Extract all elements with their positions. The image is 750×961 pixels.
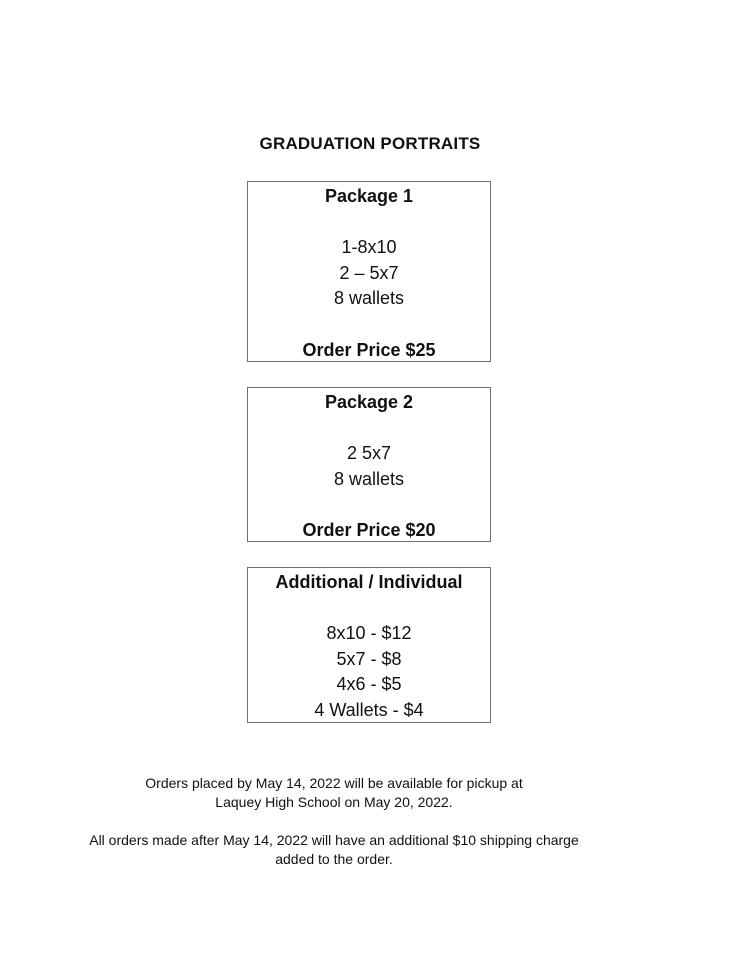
additional-individual-box bbox=[247, 567, 491, 723]
price-item: 4x6 - $5 bbox=[336, 674, 402, 695]
package-item: 1-8x10 bbox=[341, 237, 397, 258]
spacer bbox=[248, 210, 490, 236]
package-item: 8 wallets bbox=[333, 468, 405, 489]
pickup-note-line: Laquey High School on May 20, 2022. bbox=[215, 794, 453, 810]
pickup-note bbox=[0, 774, 668, 812]
spacer bbox=[248, 596, 490, 622]
shipping-note-line: All orders made after May 14, 2022 will have an additional $10 shipping charge bbox=[89, 832, 579, 848]
package-item: 8 wallets bbox=[333, 288, 405, 309]
spacer bbox=[248, 312, 490, 338]
package-price: Order Price $20 bbox=[302, 519, 436, 540]
page-title: GRADUATION PORTRAITS bbox=[259, 134, 481, 153]
package-1-box bbox=[247, 181, 491, 362]
shipping-note-line: added to the order. bbox=[275, 851, 393, 867]
price-item: 8x10 - $12 bbox=[326, 623, 412, 644]
pickup-note-line: Orders placed by May 14, 2022 will be available for pickup at bbox=[145, 775, 523, 791]
package-item: 2 – 5x7 bbox=[339, 262, 399, 283]
package-2-box bbox=[247, 387, 491, 542]
package-heading: Package 1 bbox=[324, 186, 414, 206]
package-price: Order Price $25 bbox=[302, 339, 436, 360]
shipping-note bbox=[0, 831, 668, 869]
package-heading: Package 2 bbox=[324, 392, 414, 412]
spacer bbox=[248, 492, 490, 518]
spacer bbox=[248, 416, 490, 442]
additional-heading: Additional / Individual bbox=[275, 572, 463, 592]
price-item: 4 Wallets - $4 bbox=[314, 699, 424, 720]
package-item: 2 5x7 bbox=[346, 443, 392, 464]
price-item: 5x7 - $8 bbox=[336, 648, 402, 669]
